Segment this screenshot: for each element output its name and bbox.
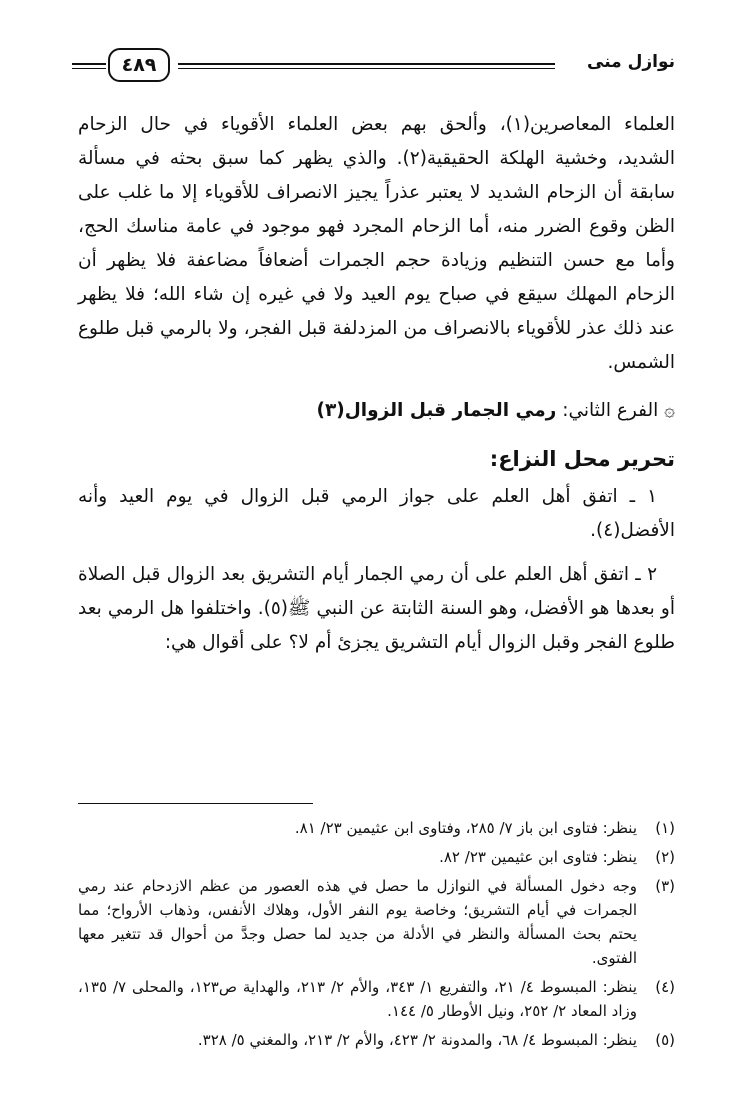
footnote <box>78 874 675 970</box>
branch-title <box>78 394 675 428</box>
footnote-text: ينظر: المبسوط ٤/ ٢١، والتفريع ١/ ٣٤٣، والأم ٢/ ٢١٣، والهداية ص١٢٣، والمحلى ٧/ ١٣٥، وزاد المعاد ٢/ ٢٥٢، ونيل الأوطار ٥/ ١٤٤. <box>78 978 638 1020</box>
footnote <box>78 845 675 869</box>
footnote-text: ينظر: المبسوط ٤/ ٦٨، والمدونة ٢/ ٤٢٣، والأم ٢/ ٢١٣، والمغني ٥/ ٣٢٨. <box>197 1031 637 1049</box>
footnote-text: ينظر: فتاوى ابن عثيمين ٢٣/ ٨٢. <box>439 848 637 866</box>
footnotes <box>78 816 675 1057</box>
branch-prefix: ۞ الفرع الثاني: <box>556 400 675 421</box>
footnote-text: ينظر: فتاوى ابن باز ٧/ ٢٨٥، وفتاوى ابن عثيمين ٢٣/ ٨١. <box>294 819 637 837</box>
list-item: ٢ ـ اتفق أهل العلم على أن رمي الجمار أيام التشريق بعد الزوال قبل الصلاة أو بعدها هو الأفضل، وهو السنة الثابتة عن النبي ﷺ(٥). واختلفوا هل الرمي بعد طلوع الفجر وقبل الزوال أيام التشريق يجزئ أم لا؟ على أقوال هي: <box>78 564 675 653</box>
footnote-number: (٢) <box>655 848 675 866</box>
footnote-number: (٣) <box>655 877 675 895</box>
page-number: ٤٨٩ <box>108 48 170 82</box>
footnote-rule <box>78 803 313 804</box>
list-item: ١ ـ اتفق أهل العلم على جواز الرمي قبل الزوال في يوم العيد وأنه الأفضل(٤). <box>78 486 675 541</box>
paragraph: العلماء المعاصرين(١)، وألحق بهم بعض العلماء الأقوياء في حال الزحام الشديد، وخشية الهلكة الحقيقية(٢). والذي يظهر كما سبق بحثه في مسألة سابقة أن الزحام الشديد لا يعتبر عذراً يجيز الانصراف للأقوياء إلا ما غلب على الظن وقوع الضرر منه، أما الزحام المجرد فهو موجود في عامة مناسك الحج، وأما مع حسن التنظيم وزيادة حجم الجمرات أضعافاً مضاعفة فلا يظهر أن الزحام المهلك سيقع في صباح يوم العيد ولا في غيره إن شاء الله؛ فلا يظهر عند ذلك عذر للأقوياء بالانصراف من المزدلفة قبل الفجر، ولا بالرمي قبل طلوع الشمس. <box>78 114 675 373</box>
branch-topic: رمي الجمار قبل الزوال(٣) <box>316 400 557 421</box>
footnote-number: (١) <box>655 819 675 837</box>
footnote-number: (٥) <box>655 1031 675 1049</box>
header-rule-left <box>72 63 106 69</box>
footnote <box>78 975 675 1023</box>
footnote-number: (٤) <box>655 978 675 996</box>
section-heading: تحرير محل النزاع: <box>489 447 675 471</box>
main-text <box>78 108 675 660</box>
footnote-text: وجه دخول المسألة في النوازل ما حصل في هذه العصور من عظم الازدحام عند رمي الجمرات في أيام التشريق؛ وخاصة يوم النفر الأول، وهلاك الأنفس، وذهاب الأرواح؛ مما يحتم بحث المسألة والنظر في الأدلة من جديد لما حصل وجدَّ من أحوال قد تتغير معها الفتوى. <box>78 877 637 967</box>
book-page <box>78 48 675 1082</box>
header-rule <box>178 63 555 69</box>
running-head: نوازل منى <box>587 52 675 72</box>
footnote <box>78 1028 675 1052</box>
footnote <box>78 816 675 840</box>
